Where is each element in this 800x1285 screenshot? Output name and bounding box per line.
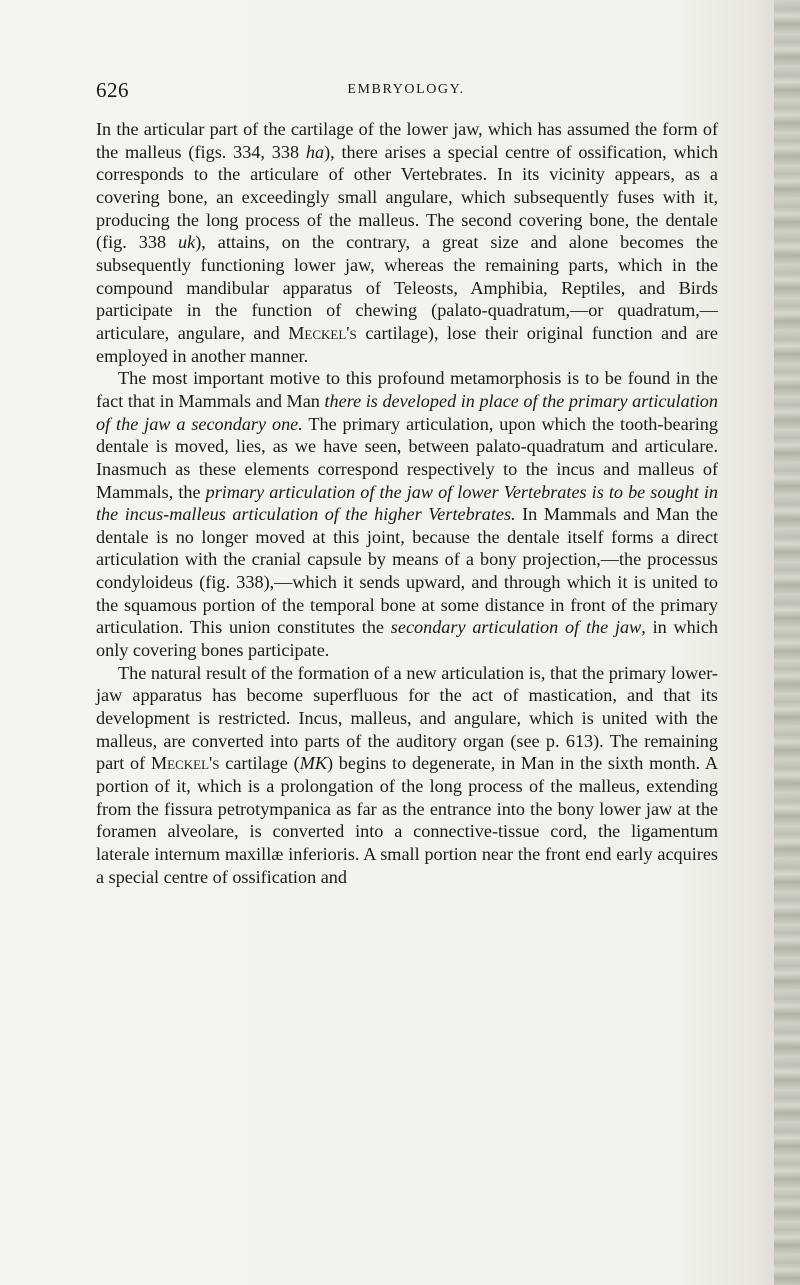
paragraph: [96, 367, 718, 662]
italic-text: MK: [299, 753, 327, 774]
text-run: ), there arises a special centre of ossification, which corresponds to the articulare of other Vertebrates. In its vicinity appears, as a covering bone, an exceedingly small angulare, which subsequently fuses with it, producing the long process of the malleus. The second covering bone, the dentale (fig. 338: [96, 141, 718, 253]
small-caps-name: Meckel's: [288, 322, 357, 343]
small-caps-name: Meckel's: [150, 753, 220, 774]
text-run: The primary articulation, upon which the tooth-bearing dentale is moved, lies, as we have seen, between palato-quadratum and articulare. Inasmuch as these elements correspond respectively to the incus and malleus of Mammals, the: [96, 413, 718, 502]
italic-text: ha: [305, 141, 325, 162]
text-run: In Mammals and Man the dentale is no longer moved at this joint, because the dentale itself forms a direct articulation with the cranial capsule by means of a bony projection,—the processus condyloideus (fig. 338),—which it sends upward, and through which it is united to the squamous portion of the temporal bone at some distance in front of the primary articulation. This union constitutes the: [96, 504, 718, 638]
paragraph: [96, 118, 718, 367]
text-run: , in which only covering bones participate.: [96, 617, 718, 661]
text-run: The most important motive to this profound metamorphosis is to be found in the fact that in Mammals and Man: [96, 368, 718, 411]
page-edge-shadow: [774, 0, 800, 1285]
text-run: cartilage (: [219, 753, 300, 774]
paragraph: [96, 662, 718, 889]
text-run: cartilage), lose their original function and are employed in another manner.: [96, 322, 718, 366]
body-text: [96, 118, 718, 888]
text-run: ) begins to degenerate, in Man in the sixth month. A portion of it, which is a prolongation of the long process of the malleus, extending from the fissura petrotympanica as far as the entrance into the bony lower jaw at the foramen alveolare, is converted into a connective-tissue cord, the ligamentum laterale internum maxillæ inferioris. A small portion near the front end early acquires a special centre of ossification and: [96, 753, 718, 887]
italic-text: uk: [178, 232, 196, 253]
page-number: 626: [96, 78, 129, 102]
page-header: [96, 78, 716, 108]
text-run: The natural result of the formation of a new articulation is, that the primary lower-jaw apparatus has become superfluous for the act of mastication, and that its development is restricted. Incus, malleus, and angulare, which is united with the malleus, are converted into parts of the auditory organ (see p. 613). The remaining part of: [96, 662, 718, 774]
italic-text: secondary articulation of the jaw: [390, 617, 642, 638]
running-head: EMBRYOLOGY.: [347, 82, 465, 97]
text-run: In the articular part of the cartilage of the lower jaw, which has assumed the form of the malleus (figs. 334, 338: [96, 119, 718, 162]
italic-text: there is developed in place of the primary articulation of the jaw a secondary one.: [96, 390, 718, 434]
italic-text: primary articulation of the jaw of lower Vertebrates is to be sought in the incus-malleus articulation of the higher Vertebrates.: [96, 481, 719, 525]
text-run: ), attains, on the contrary, a great size and alone becomes the subsequently functioning lower jaw, whereas the remaining parts, which in the compound mandibular apparatus of Teleosts, Amphibia, Reptiles, and Birds participate in the function of chewing (palato-quadratum,—or quadratum,—articulare, angulare, and: [96, 232, 719, 343]
